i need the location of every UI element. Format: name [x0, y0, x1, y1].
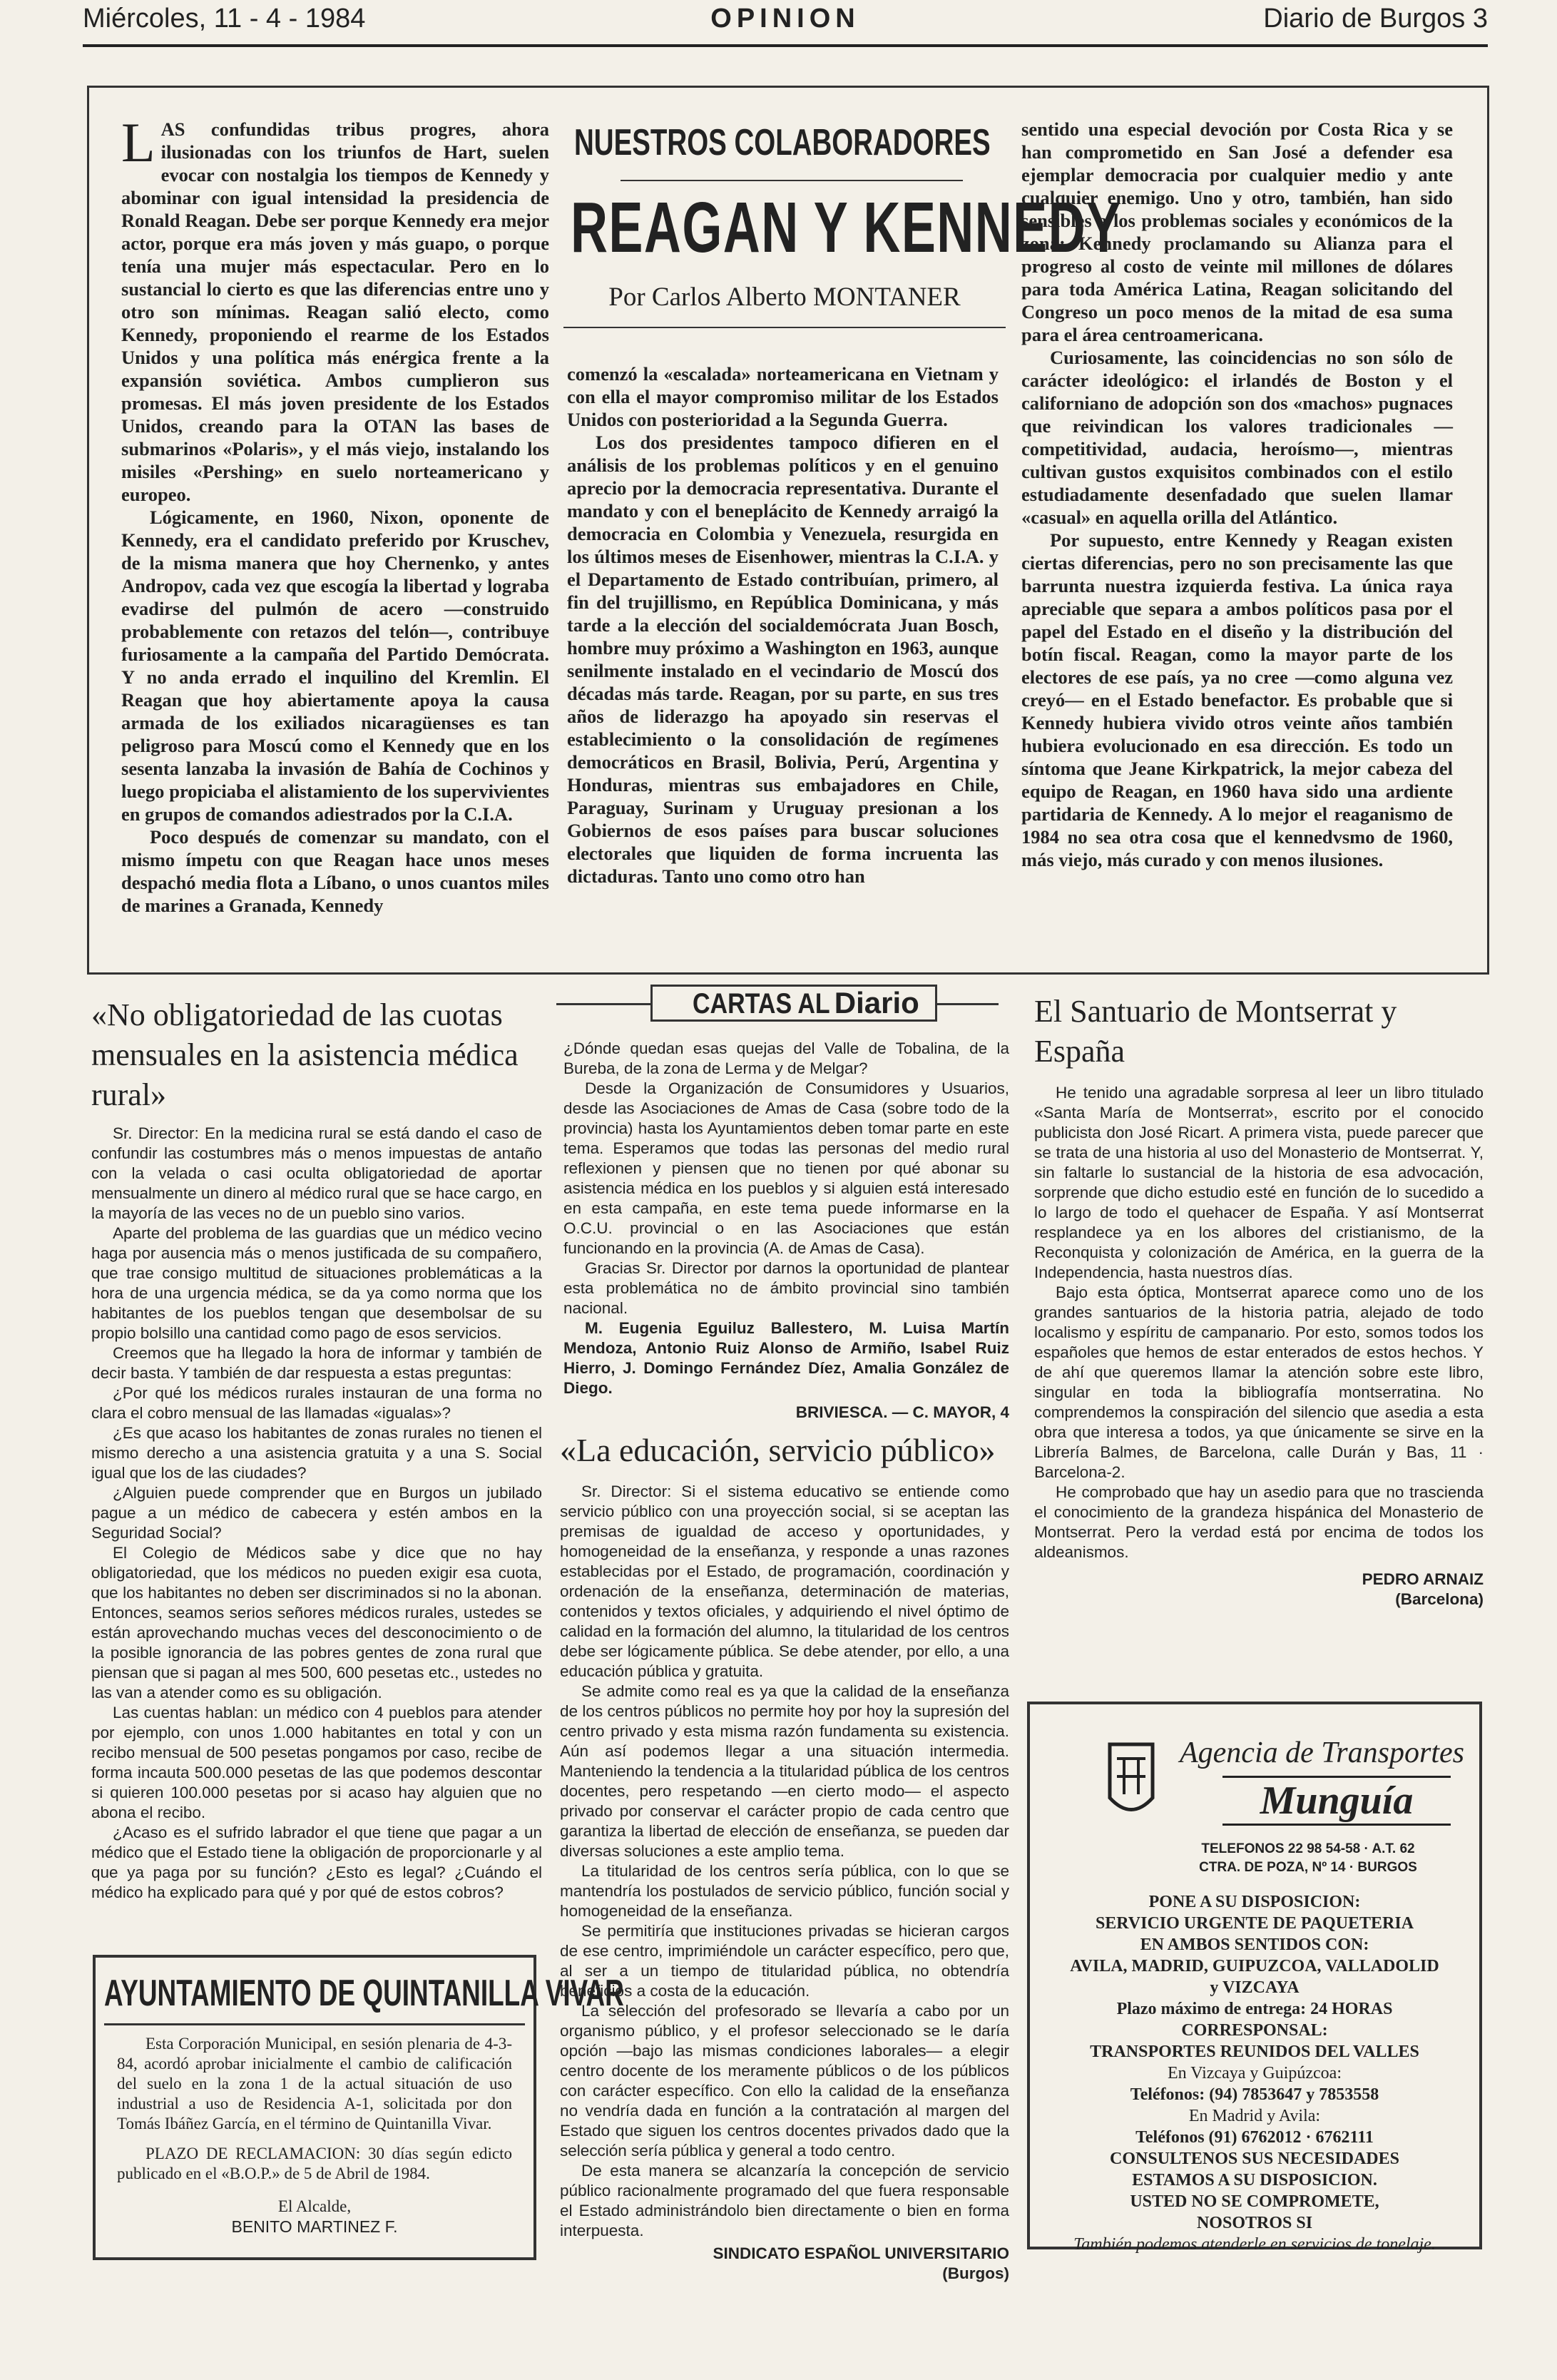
letter-sign: BRIVIESCA. — C. MAYOR, 4 [795, 1403, 1009, 1421]
ad-line: CORRESPONSAL: [1181, 2021, 1328, 2040]
letter-para: Se admite como real es ya que la calidad de la enseñanza de los centros públicos no permite hoy por hoy la supresión del centro privado y esta misma razón fundamenta su existencia. Aún así podemos llegar a una situación intermedia. Manteniendo la tendencia a la titularidad pública de los centros docentes, pero respetando —en cierto modo— el aspecto privado por conservar el carácter propio de cada centro que garantiza la libertad de elección de enseñanza, se pueden dar diversas soluciones a este amplio tema. [560, 1682, 1009, 1860]
notice-signer: BENITO MARTINEZ F. [231, 2217, 398, 2236]
article-title: REAGAN Y KENNEDY [571, 188, 1122, 268]
letter-para: Sr. Director: En la medicina rural se está dando el caso de confundir las costumbres más o menos impuestas de antaño con la velada o casi oculta obligatoriedad de aportar mensualmente un dinero al médico rural que se hace cargo, en la mayoría de las veces no de un pueblo sino varios. [91, 1124, 542, 1222]
letter-para: ¿Dónde quedan esas quejas del Valle de Tobalina, de la Bureba, de la zona de Lerma y de Melgar? [563, 1039, 1009, 1077]
featured-para: Lógicamente, en 1960, Nixon, oponente de Kennedy, era el candidato preferido por Kruschev, de la misma manera que hoy Chernenko, y antes Andropov, cada vez que escogía la libertad y lograba evadirse del pulmón de acero —construido probablemente con retazos del telón—, contribuye furiosamente a la campaña del Partido Demócrata. Y no anda errado el inquilino del Kremlin. El Reagan que hoy abiertamente apoya la causa armada de los exiliados nicaragüenses es tan peligroso para Moscú como el Kennedy que en los sesenta lanzaba la invasión de Bahía de Cochinos y luego propiciaba el alistamiento de los supervivientes en grupos de comandos adiestrados por la C.I.A. [121, 507, 549, 825]
letter-para: He comprobado que hay un asedio para que no trascienda el conocimiento de la grandeza hispánica del Monasterio de Montserrat. Pero la verdad está por encima de todos los aldeanismos. [1034, 1483, 1484, 1561]
featured-col-2 [567, 362, 999, 940]
letter-title: El Santuario de Montserrat y España [1034, 994, 1397, 1069]
ad-brand: Munguía [1222, 1776, 1451, 1826]
letter-body [560, 1482, 1009, 2284]
letter-sign: PEDRO ARNAIZ [1362, 1570, 1484, 1588]
letter-para: ¿Acaso es el sufrido labrador el que tiene que pagar a un médico que el Estado tiene la obligación de proporcionarle y al que ya paga por su función? ¿Esto es legal? ¿Cuándo el médico ha explicado para qué y por qué de estos cobros? [91, 1824, 542, 1901]
featured-heading [563, 121, 1122, 350]
ad-line: y VIZCAYA [1210, 1978, 1300, 1997]
ad-line: Teléfonos: (94) 7853647 y 7853558 [1130, 2085, 1379, 2104]
letter-para: El Colegio de Médicos sabe y dice que no hay obligatoriedad, que los médicos no pueden exigir esa cuota, que los habitantes no deben ser discriminados si no la abonan. Entonces, seamos serios señores médicos rurales, ustedes se están aprovechando muchas veces del desconocimiento o de la posible ignorancia de las pobres gentes de zona rural que piensan que si pagan al mes 500, 600 pesetas etc., ustedes no las van a atender como es su obligación. [91, 1544, 542, 1702]
ad-line: TRANSPORTES REUNIDOS DEL VALLES [1090, 2043, 1419, 2061]
article-byline: Por Carlos Alberto MONTANER [608, 283, 961, 312]
letter-medicina-rural [91, 995, 542, 1901]
column-kicker: NUESTROS COLABORADORES [574, 122, 991, 163]
ad-line: En Vizcaya y Guipúzcoa: [1167, 2064, 1342, 2082]
ad-line: Plazo máximo de entrega: 24 HORAS [1116, 2000, 1393, 2018]
ad-line: CONSULTENOS SUS NECESIDADES [1110, 2150, 1399, 2168]
page-header [83, 0, 1488, 47]
letter-para: Desde la Organización de Consumidores y Usuarios, desde las Asociaciones de Amas de Casa (sobre todo de la provincia) hasta los Ayuntamientos deben tomar parte en este tema. Esperamos que todas las personas del medio rural reflexionen y piensen que no tienen por qué abonar su asistencia médica en los pueblos y si alguien está interesado en esta campaña, en este tema puede informarse en la O.C.U. provincial o en las Asociaciones que están funcionando en la provincia (A. de Amas de Casa). [563, 1079, 1009, 1257]
ad-line: PONE A SU DISPOSICION: [1148, 1893, 1361, 1911]
letter-para: ¿Alguien puede comprender que en Burgos un jubilado pague a un médico de cabecera y estén ambos en la Seguridad Social? [91, 1484, 542, 1542]
letter-para: De esta manera se alcanzaría la concepción de servicio público racionalmente programado del que fuera responsable el Estado administrándolo bien directamente o bien en forma interpuesta. [560, 2162, 1009, 2239]
featured-para: comenzó la «escalada» norteamericana en Vietnam y con ella el mayor compromiso militar de los Estados Unidos con posterioridad a la Segunda Guerra. [567, 363, 999, 430]
letter-para: Creemos que ha llegado la hora de informar y también de decir basta. Y también de dar respuesta a estas preguntas: [91, 1344, 542, 1382]
ad-line: NOSOTROS SI [1196, 2214, 1313, 2232]
letter-para: ¿Por qué los médicos rurales instauran de una forma no clara el cobro mensual de las llamadas «igualas»? [91, 1384, 542, 1422]
letter-para: Bajo esta óptica, Montserrat aparece como uno de los grandes santuarios de la historia patria, alejado de todo localismo y espíritu de campanario. Por esto, somos todos los españoles que hemos de estar enterados de estos hechos. Y de ahí que queremos llamar la atención sobre este libro, singular en toda la bibliografía montserratina. No comprendemos la conspiración del silencio que asedia a esta obra que interesa a todos, ya que únicamente se sirve en la Librería Balmes, de Barcelona, calle Durán y Bas, 11 · Barcelona-2. [1034, 1283, 1484, 1481]
letter-para: Gracias Sr. Director por darnos la oportunidad de plantear esta problemática no de ámbito provincial sino también nacional. [563, 1259, 1009, 1317]
ad-line: También podemos atenderle en servicios de tonelaje. [1073, 2235, 1436, 2254]
notice-title: AYUNTAMIENTO DE QUINTANILLA VIVAR [104, 1973, 624, 2014]
letter-para: ¿Es que acaso los habitantes de zonas rurales no tienen el mismo derecho a una asistencia gratuita y a una S. Social igual que los de las ciudades? [91, 1424, 542, 1482]
letter-para: La titularidad de los centros sería pública, con lo que se mantendría los postulados de servicio público, función social y homogeneidad de la enseñanza. [560, 1862, 1009, 1920]
letter-body [1034, 1083, 1484, 1609]
letter-title: «No obligatoriedad de las cuotas mensuales en la asistencia médica rural» [91, 997, 519, 1112]
ad-company: Agencia de Transportes [1180, 1736, 1464, 1769]
featured-col-1 [121, 111, 549, 938]
ad-line: EN AMBOS SENTIDOS CON: [1140, 1936, 1369, 1954]
ad-line: SERVICIO URGENTE DE PAQUETERIA [1095, 1914, 1414, 1933]
notice-sign: El Alcalde, [277, 2197, 352, 2215]
municipal-notice [93, 1955, 624, 2260]
featured-para: LAS confundidas tribus progres, ahora ilusionadas con los triunfos de Hart, suelen evocar con nostalgia los tiempos de Kennedy y abominar con igual intensidad la presidencia de Ronald Reagan. Debe ser porque Kennedy era mejor actor, porque era más joven y más guapo, o porque tenía una mujer más espectacular. Pero en lo sustancial lo cierto es que las diferencias entre uno y otro son mínimas. Reagan salió electo, como Kennedy, proponiendo el rearme de los Estados Unidos y una política más enérgica frente a la expansión soviética. Ambos cumplieron sus promesas. El más joven presidente de los Estados Unidos, creando para la OTAN las bases de submarinos «Polaris», y el más viejo, instalando los misiles «Pershing» en suelo norteamericano y europeo. [121, 111, 549, 505]
ad-line: En Madrid y Avila: [1188, 2107, 1321, 2125]
featured-para: Por supuesto, entre Kennedy y Reagan existen ciertas diferencias, pero no son precisamente las que barrunta nuestra izquierda festiva. La única raya apreciable que separa a ambos políticos pasa por el papel del Estado en el diseño y la distribución del botín fiscal. Reagan, como la mayor parte de los electores de ese país, ya no cree —como alguna vez creyó— en el Estado benefactor. Es probable que si Kennedy hubiera vivido otros veinte años también hubiera evolucionado en esa dirección. Es todo un síntoma que Jeane Kirkpatrick, la mejor cabeza del equipo de Reagan, en 1960 hava sido una ardiente partidaria de Kennedy. A lo mejor el reaganismo de 1984 no sea otra cosa que el kennedvsmo de 1960, más viejo, más curado y con menos ilusiones. [1021, 529, 1453, 870]
ad-logo-icon [1096, 1737, 1167, 1823]
letter-para: Aparte del problema de las guardias que un médico vecino haga por ausencia más o menos justificada de su compañero, que trae consigo multitud de situaciones problemáticas a la hora de una urgencia médica, se da ya como norma que los habitantes de los pueblos tengan que desembolsar de su propio bolsillo una cantidad como pago de esos servicios. [91, 1224, 542, 1342]
letter-sign: SINDICATO ESPAÑOL UNIVERSITARIO [713, 2244, 1009, 2262]
letter-para: Sr. Director: Si el sistema educativo se entiende como servicio público con una proyección social, si se aceptan las premisas de igualdad de acceso y oportunidades, y homogeneidad de la enseñanza, y responde a unas razones establecidas por el Estado, de programación, coordinación y ordenación de la enseñanza, determinación de materias, contenidos y textos oficiales, y adquiriendo el nivel óptimo de calidad en la formación del alumno, la titularidad de los centros debe ser lógicamente pública. Se debe atender, por ello, a una educación pública y gratuita. [560, 1483, 1009, 1680]
featured-col-3 [1021, 118, 1453, 938]
drop-cap: L [121, 111, 155, 173]
letter-educacion [560, 1430, 1009, 2336]
letter-para: He tenido una agradable sorpresa al leer un libro titulado «Santa María de Montserrat», escrito por el conocido publicista don José Ricart. A primera vista, puede parecer que se trata de una historia al uso del Monasterio de Montserrat. Y, sin faltarle lo sustancial de la historia de esa advocación, sorprende que dicho estudio esté en función de lo sucedido a lo largo de todo el quehacer de España. Y así Montserrat resplandece ya en los albores del cristianismo, de la Reconquista y colonización de América, en la guerra de la Independencia, hasta nuestros días. [1034, 1084, 1484, 1281]
ad-line: ESTAMOS A SU DISPOSICION. [1132, 2171, 1377, 2190]
cartas-heading [556, 985, 999, 1022]
letter-para: Las cuentas hablan: un médico con 4 pueblos para atender por ejemplo, con unos 1.000 habitantes en total y con un recibo mensual de 500 pesetas pongamos por caso, recibe de forma incauta 500.000 pesetas de las que podemos descontar si quieren 100.000 pesetas por si acaso hay alguien que no abona el recibo. [91, 1704, 542, 1821]
featured-para: Los dos presidentes tampoco difieren en el análisis de los problemas políticos y en el genuino aprecio por la democracia representativa. Durante el mandato y con el beneplácito de Kennedy arraigó la democracia en Colombia y Venezuela, resurgida en los últimos meses de Eisenhower, mientras la C.I.A. y el Departamento de Estado contribuían, primero, al fin del trujillismo, en República Dominicana, y más tarde a la elección del socialdemócrata Juan Bosch, hombre muy próximo a Washington en 1963, aunque senilmente instalado en el vecindario de Moscú dos décadas más tarde. Reagan, por su parte, en sus tres años de liderazgo ha apoyado sin reservas el establecimiento o la consolidación de regímenes democráticos en Brasil, Bolivia, Perú, Argentina y Honduras, mientras sus embajadores en Chile, Paraguay, Surinam y Uruguay presionan a los Gobiernos de esos países para buscar soluciones electorales que liquiden de forma incruenta las dictaduras. Tanto uno como otro han [567, 432, 999, 887]
featured-para: sentido una especial devoción por Costa Rica y se han comprometido en San José a defender esa ejemplar democracia por cualquier medio y ante cualquier enemigo. Uno y otro, también, han sido sensibles a los problemas sociales y económicos de la zona: Kennedy proclamando su Alianza para el progreso al costo de veinte mil millones de dólares para toda América Latina, Reagan solicitando del Congreso un poco menos de la mitad de esa suma para el área centroamericana. [1021, 118, 1453, 345]
notice-plazo: PLAZO DE RECLAMACION: 30 días según edicto publicado en el «B.O.P.» de 5 de Abril de 1984. [117, 2145, 512, 2182]
letter-sign-city: (Burgos) [942, 2264, 1009, 2282]
letter-sign-city: (Barcelona) [1395, 1590, 1484, 1608]
letter-signatories: M. Eugenia Eguiluz Ballestero, M. Luisa Martín Mendoza, Antonio Ruiz Alonso de Armiño, Isabel Ruiz Hierro, J. Domingo Fernández Díez, Amalia González de Diego. [563, 1319, 1009, 1397]
letter-title: «La educación, servicio público» [560, 1432, 996, 1468]
cartas-label: CARTAS AL Diario [650, 985, 937, 1022]
featured-para: Curiosamente, las coincidencias no son sólo de carácter ideológico: el irlandés de Boston y el californiano de adopción son dos «machos» pugnaces que reivindican los valores tradicionales —competitividad, audacia, heroísmo—, mientras cultivan gustos exquisitos combinados con el estilo estudiadamente desenfadado que suelen llamar «casual» en aquella orilla del Atlántico. [1021, 347, 1453, 528]
ad-line: AVILA, MADRID, GUIPUZCOA, VALLADOLID [1070, 1957, 1439, 1975]
paper-name: Diario de Burgos 3 [1263, 4, 1488, 34]
cartas-continuation [563, 1039, 1009, 1424]
issue-date: Miércoles, 11 - 4 - 1984 [83, 4, 366, 34]
ad-line: USTED NO SE COMPROMETE, [1130, 2192, 1379, 2211]
letter-montserrat [1034, 992, 1484, 1677]
section-title: OPINION [710, 4, 860, 34]
letter-para: Se permitiría que instituciones privadas se hicieran cargos de ese centro, imprimiéndole un carácter específico, pero que, al ser a un tiempo de titularidad pública, no obtendría beneficios a costa de la educación. [560, 1922, 1009, 2000]
letter-body [91, 1124, 542, 1903]
transport-ad [1027, 1702, 1482, 2254]
notice-body: Esta Corporación Municipal, en sesión plenaria de 4-3-84, acordó aprobar inicialmente el cambio de calificación del suelo en la zona 1 de la actual situación de uso industrial a uso de Residencia A-1, solicitada por don Tomás Ibáñez García, en el término de Quintanilla Vivar. [117, 2035, 512, 2132]
ad-line: Teléfonos (91) 6762012 · 6762111 [1135, 2128, 1374, 2147]
ad-address: CTRA. DE POZA, Nº 14 · BURGOS [1199, 1860, 1417, 1875]
letter-para: La selección del profesorado se llevaría a cabo por un organismo público, y el profesor seleccionado se le daría opción —bajo las mismas condiciones laborales— a elegir centro docente de los meramente públicos o de los públicos con carácter específico. Con ello la calidad de la enseñanza no vendría dada en función a la contratación al margen del Estado que siguen los centros docentes privados dado que la selección sería pública y general a todo centro. [560, 2002, 1009, 2160]
ad-phones: TELEFONOS 22 98 54-58 · A.T. 62 [1201, 1841, 1415, 1856]
featured-para: Poco después de comenzar su mandato, con el mismo ímpetu con que Reagan hace unos meses despachó media flota a Líbano, o unos cuantos miles de marines a Granada, Kennedy [121, 826, 549, 916]
